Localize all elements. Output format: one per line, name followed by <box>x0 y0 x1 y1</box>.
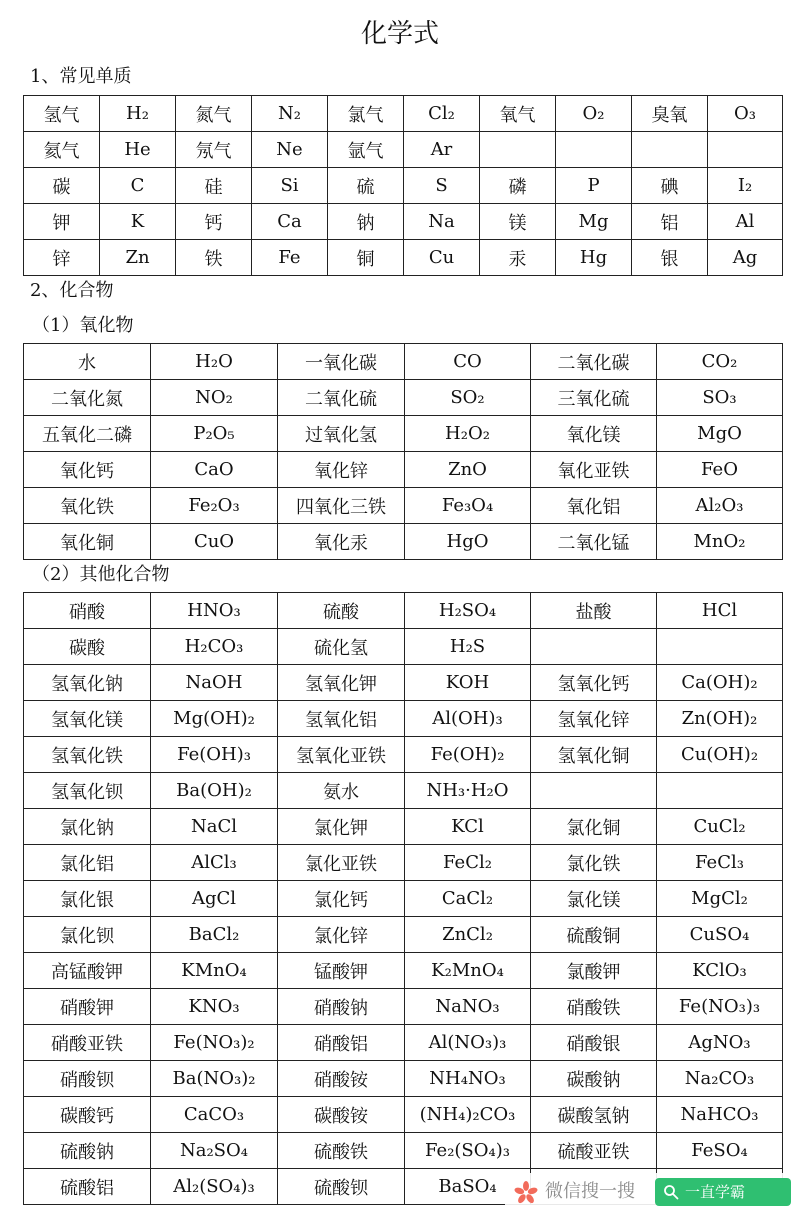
substance-name-cell: 氯化钙 <box>278 881 405 917</box>
substance-name-cell: 碳酸钙 <box>24 1097 151 1133</box>
substance-name-cell: 氢氧化钾 <box>278 665 405 701</box>
substance-name-cell: 氯化钡 <box>24 917 151 953</box>
formula-cell: KNO₃ <box>151 989 278 1025</box>
substance-name-cell: 钠 <box>328 204 404 240</box>
formula-cell: CuCl₂ <box>657 809 783 845</box>
formula-cell: ZnO <box>405 452 531 488</box>
wechat-search-watermark <box>505 1173 795 1211</box>
substance-name-cell: 氢氧化镁 <box>24 701 151 737</box>
formula-cell: H₂O <box>151 344 278 380</box>
formula-cell: Ba(NO₃)₂ <box>151 1061 278 1097</box>
substance-name-cell: 氯化锌 <box>278 917 405 953</box>
substance-name-cell: 碳酸铵 <box>278 1097 405 1133</box>
formula-cell: CuSO₄ <box>657 917 783 953</box>
search-button-label: 一直学霸 <box>685 1183 746 1201</box>
formula-cell: BaCl₂ <box>151 917 278 953</box>
table-row <box>24 204 783 240</box>
substance-name-cell: 氢氧化铜 <box>531 737 657 773</box>
substance-name-cell: 氯化钾 <box>278 809 405 845</box>
substance-name-cell: 碳 <box>24 168 100 204</box>
formula-cell: AgNO₃ <box>657 1025 783 1061</box>
substance-name-cell: 氢氧化铁 <box>24 737 151 773</box>
formula-cell: O₃ <box>708 96 783 132</box>
substance-name-cell: 氨水 <box>278 773 405 809</box>
formula-cell: H₂CO₃ <box>151 629 278 665</box>
formula-cell: NaCl <box>151 809 278 845</box>
formula-cell: S <box>404 168 480 204</box>
table-row <box>24 989 783 1025</box>
formula-cell: He <box>100 132 176 168</box>
formula-cell: CO <box>405 344 531 380</box>
formula-cell: FeO <box>657 452 783 488</box>
table-row <box>24 809 783 845</box>
formula-cell: Ar <box>404 132 480 168</box>
substance-name-cell: 硫 <box>328 168 404 204</box>
substance-name-cell: 高锰酸钾 <box>24 953 151 989</box>
table-row <box>24 380 783 416</box>
formula-cell <box>708 132 783 168</box>
formula-cell: Si <box>252 168 328 204</box>
substance-name-cell: 钾 <box>24 204 100 240</box>
substance-name-cell: 氧化亚铁 <box>531 452 657 488</box>
table-row <box>24 168 783 204</box>
substance-name-cell: 三氧化硫 <box>531 380 657 416</box>
formula-cell: Na₂SO₄ <box>151 1133 278 1169</box>
table-row <box>24 488 783 524</box>
formula-cell: Fe(OH)₃ <box>151 737 278 773</box>
substance-name-cell: 汞 <box>480 240 556 276</box>
table-row <box>24 240 783 276</box>
formula-cell: Mg(OH)₂ <box>151 701 278 737</box>
formula-cell: (NH₄)₂CO₃ <box>405 1097 531 1133</box>
table-row <box>24 593 783 629</box>
substance-name-cell: 臭氧 <box>632 96 708 132</box>
formula-cell: MgCl₂ <box>657 881 783 917</box>
formula-cell <box>657 773 783 809</box>
substance-name-cell: 锌 <box>24 240 100 276</box>
formula-cell: Ne <box>252 132 328 168</box>
formula-cell: Fe <box>252 240 328 276</box>
page-title: 化学式 <box>360 19 439 49</box>
formula-cell: HgO <box>405 524 531 560</box>
elements-table <box>23 95 783 276</box>
table-row <box>24 773 783 809</box>
formula-cell: O₂ <box>556 96 632 132</box>
formula-cell <box>657 629 783 665</box>
substance-name-cell: 硝酸钡 <box>24 1061 151 1097</box>
formula-cell: I₂ <box>708 168 783 204</box>
formula-cell: NaHCO₃ <box>657 1097 783 1133</box>
formula-cell: Zn <box>100 240 176 276</box>
formula-cell: SO₃ <box>657 380 783 416</box>
substance-name-cell: 硝酸银 <box>531 1025 657 1061</box>
substance-name-cell: 硝酸铝 <box>278 1025 405 1061</box>
substance-name-cell: 氯酸钾 <box>531 953 657 989</box>
substance-name-cell: 氯化镁 <box>531 881 657 917</box>
substance-name-cell: 氮气 <box>176 96 252 132</box>
formula-cell: Hg <box>556 240 632 276</box>
formula-cell: NaNO₃ <box>405 989 531 1025</box>
formula-cell: Mg <box>556 204 632 240</box>
formula-cell: NH₄NO₃ <box>405 1061 531 1097</box>
formula-cell: KCl <box>405 809 531 845</box>
substance-name-cell: 氢氧化钡 <box>24 773 151 809</box>
formula-cell: KClO₃ <box>657 953 783 989</box>
table-row <box>24 96 783 132</box>
substance-name-cell: 铜 <box>328 240 404 276</box>
substance-name-cell: 氧化镁 <box>531 416 657 452</box>
formula-cell: Fe₂(SO₄)₃ <box>405 1133 531 1169</box>
substance-name-cell: 碳酸钠 <box>531 1061 657 1097</box>
substance-name-cell: 氢气 <box>24 96 100 132</box>
formula-cell: AgCl <box>151 881 278 917</box>
substance-name-cell: 锰酸钾 <box>278 953 405 989</box>
substance-name-cell: 四氧化三铁 <box>278 488 405 524</box>
substance-name-cell: 二氧化硫 <box>278 380 405 416</box>
formula-cell: CaCl₂ <box>405 881 531 917</box>
formula-cell: Na <box>404 204 480 240</box>
table-row <box>24 1097 783 1133</box>
formula-cell: K <box>100 204 176 240</box>
substance-name-cell: 氯化银 <box>24 881 151 917</box>
substance-name-cell: 氢氧化锌 <box>531 701 657 737</box>
other-compounds-table <box>23 592 783 1205</box>
substance-name-cell: 硝酸亚铁 <box>24 1025 151 1061</box>
substance-name-cell: 二氧化锰 <box>531 524 657 560</box>
formula-cell: N₂ <box>252 96 328 132</box>
table-row <box>24 845 783 881</box>
formula-cell: BaSO₄ <box>405 1169 531 1205</box>
substance-name-cell: 硝酸铵 <box>278 1061 405 1097</box>
substance-name-cell: 氢氧化钠 <box>24 665 151 701</box>
substance-name-cell: 二氧化氮 <box>24 380 151 416</box>
search-button[interactable] <box>655 1178 791 1206</box>
table-row <box>24 737 783 773</box>
formula-cell: FeCl₂ <box>405 845 531 881</box>
substance-name-cell: 氧化钙 <box>24 452 151 488</box>
substance-name-cell: 硫酸钡 <box>278 1169 405 1205</box>
substance-name-cell: 硫酸钠 <box>24 1133 151 1169</box>
table-row <box>24 629 783 665</box>
substance-name-cell: 氧化铝 <box>531 488 657 524</box>
substance-name-cell: 碳酸氢钠 <box>531 1097 657 1133</box>
formula-cell: AlCl₃ <box>151 845 278 881</box>
substance-name-cell: 水 <box>24 344 151 380</box>
substance-name-cell: 氧化铜 <box>24 524 151 560</box>
formula-cell: KMnO₄ <box>151 953 278 989</box>
formula-cell: Ca <box>252 204 328 240</box>
formula-cell: CaCO₃ <box>151 1097 278 1133</box>
substance-name-cell: 氧气 <box>480 96 556 132</box>
formula-cell: H₂SO₄ <box>405 593 531 629</box>
substance-name-cell: 氯化亚铁 <box>278 845 405 881</box>
formula-cell: H₂S <box>405 629 531 665</box>
substance-name-cell: 铁 <box>176 240 252 276</box>
table-row <box>24 452 783 488</box>
formula-cell: Cu <box>404 240 480 276</box>
search-icon <box>663 1184 679 1200</box>
substance-name-cell: 氧化铁 <box>24 488 151 524</box>
formula-cell: Na₂CO₃ <box>657 1061 783 1097</box>
formula-cell: FeCl₃ <box>657 845 783 881</box>
formula-cell <box>556 132 632 168</box>
formula-cell: Al(NO₃)₃ <box>405 1025 531 1061</box>
watermark-text: 微信搜一搜 <box>545 1181 635 1202</box>
formula-cell: Al(OH)₃ <box>405 701 531 737</box>
formula-cell: NaOH <box>151 665 278 701</box>
substance-name-cell: 氯气 <box>328 96 404 132</box>
substance-name-cell: 硝酸钾 <box>24 989 151 1025</box>
substance-name-cell: 硫酸铝 <box>24 1169 151 1205</box>
formula-cell: SO₂ <box>405 380 531 416</box>
formula-cell: P <box>556 168 632 204</box>
substance-name-cell: 二氧化碳 <box>531 344 657 380</box>
formula-cell: Ag <box>708 240 783 276</box>
wechat-search-logo-icon <box>513 1180 539 1206</box>
substance-name-cell: 磷 <box>480 168 556 204</box>
substance-name-cell: 氦气 <box>24 132 100 168</box>
substance-name-cell: 硫酸亚铁 <box>531 1133 657 1169</box>
formula-cell: NH₃·H₂O <box>405 773 531 809</box>
formula-cell: Al₂O₃ <box>657 488 783 524</box>
formula-cell: H₂ <box>100 96 176 132</box>
formula-cell: P₂O₅ <box>151 416 278 452</box>
formula-cell: Cu(OH)₂ <box>657 737 783 773</box>
formula-cell: CaO <box>151 452 278 488</box>
formula-cell: HNO₃ <box>151 593 278 629</box>
table-row <box>24 344 783 380</box>
formula-cell: Fe(NO₃)₂ <box>151 1025 278 1061</box>
substance-name-cell: 氢氧化铝 <box>278 701 405 737</box>
formula-cell: ZnCl₂ <box>405 917 531 953</box>
substance-name-cell: 银 <box>632 240 708 276</box>
table-row <box>24 917 783 953</box>
section-heading-compounds: 2、化合物 <box>30 280 114 301</box>
substance-name-cell: 氧化汞 <box>278 524 405 560</box>
formula-cell: CO₂ <box>657 344 783 380</box>
table-row <box>24 132 783 168</box>
substance-name-cell: 硝酸钠 <box>278 989 405 1025</box>
substance-name-cell: 氯化铁 <box>531 845 657 881</box>
substance-name-cell: 硫酸铜 <box>531 917 657 953</box>
substance-name-cell: 五氧化二磷 <box>24 416 151 452</box>
formula-cell: MnO₂ <box>657 524 783 560</box>
section-heading-elements: 1、常见单质 <box>30 66 132 87</box>
substance-name-cell: 硝酸 <box>24 593 151 629</box>
substance-name-cell: 盐酸 <box>531 593 657 629</box>
substance-name-cell: 硝酸铁 <box>531 989 657 1025</box>
formula-cell: CuO <box>151 524 278 560</box>
substance-name-cell: 一氧化碳 <box>278 344 405 380</box>
formula-cell: Ca(OH)₂ <box>657 665 783 701</box>
oxides-table <box>23 343 783 560</box>
substance-name-cell: 过氧化氢 <box>278 416 405 452</box>
substance-name-cell: 硅 <box>176 168 252 204</box>
table-row <box>24 665 783 701</box>
formula-cell: C <box>100 168 176 204</box>
substance-name-cell: 氯化铝 <box>24 845 151 881</box>
formula-cell: Al₂(SO₄)₃ <box>151 1169 278 1205</box>
substance-name-cell: 氧化锌 <box>278 452 405 488</box>
table-row <box>24 953 783 989</box>
formula-cell: Fe₃O₄ <box>405 488 531 524</box>
substance-name-cell: 碘 <box>632 168 708 204</box>
formula-cell: Ba(OH)₂ <box>151 773 278 809</box>
subheading-other-compounds: （2）其他化合物 <box>32 564 170 585</box>
formula-cell: MgO <box>657 416 783 452</box>
table-row <box>24 881 783 917</box>
substance-name-cell: 铝 <box>632 204 708 240</box>
formula-cell: K₂MnO₄ <box>405 953 531 989</box>
subheading-oxides: （1）氧化物 <box>32 315 134 336</box>
substance-name-cell: 硫化氢 <box>278 629 405 665</box>
formula-cell: NO₂ <box>151 380 278 416</box>
substance-name-cell: 硫酸铁 <box>278 1133 405 1169</box>
formula-cell: Fe(NO₃)₃ <box>657 989 783 1025</box>
formula-cell: HCl <box>657 593 783 629</box>
formula-cell: FeSO₄ <box>657 1133 783 1169</box>
substance-name-cell: 镁 <box>480 204 556 240</box>
formula-cell: Fe(OH)₂ <box>405 737 531 773</box>
substance-name-cell: 氯化铜 <box>531 809 657 845</box>
substance-name-cell: 碳酸 <box>24 629 151 665</box>
formula-cell: Al <box>708 204 783 240</box>
substance-name-cell: 氯化钠 <box>24 809 151 845</box>
table-row <box>24 416 783 452</box>
formula-cell: Cl₂ <box>404 96 480 132</box>
substance-name-cell <box>632 132 708 168</box>
formula-cell: Zn(OH)₂ <box>657 701 783 737</box>
substance-name-cell: 硫酸 <box>278 593 405 629</box>
substance-name-cell: 钙 <box>176 204 252 240</box>
substance-name-cell <box>531 629 657 665</box>
formula-cell: H₂O₂ <box>405 416 531 452</box>
substance-name-cell <box>480 132 556 168</box>
substance-name-cell: 氖气 <box>176 132 252 168</box>
table-row <box>24 1061 783 1097</box>
table-row <box>24 1133 783 1169</box>
substance-name-cell: 氢氧化亚铁 <box>278 737 405 773</box>
formula-cell: KOH <box>405 665 531 701</box>
table-row <box>24 524 783 560</box>
substance-name-cell <box>531 773 657 809</box>
table-row <box>24 701 783 737</box>
table-row <box>24 1025 783 1061</box>
formula-cell: Fe₂O₃ <box>151 488 278 524</box>
substance-name-cell: 氢氧化钙 <box>531 665 657 701</box>
substance-name-cell: 氩气 <box>328 132 404 168</box>
